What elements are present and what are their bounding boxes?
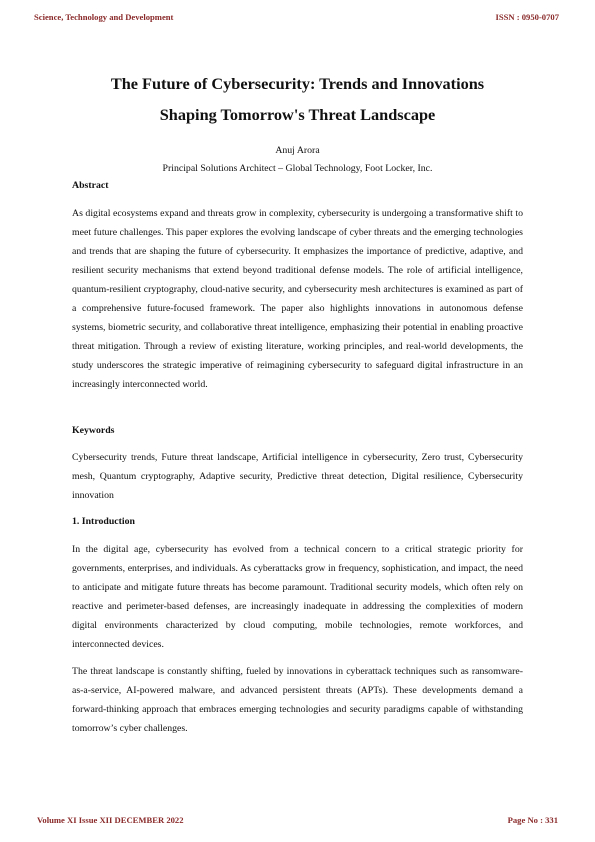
keywords-heading: Keywords: [72, 425, 115, 436]
introduction-paragraph-2: The threat landscape is constantly shifting, fueled by innovations in cyberattack techniques such as ransomware-as-a-service, AI-powered malware, and advanced persistent threats (APTs). These developments demand a forward-thinking approach that embraces emerging technologies and security paradigms capable of withstanding tomorrow’s cyber challenges.: [72, 666, 523, 734]
author-affiliation: Principal Solutions Architect – Global Technology, Foot Locker, Inc.: [162, 163, 433, 174]
keywords-text: Cybersecurity trends, Future threat landscape, Artificial intelligence in cybersecurity, Zero trust, Cybersecurity mesh, Quantum cryptography, Adaptive security, Predictive threat detection, Digital resilience, Cybersecurity innovation: [72, 452, 523, 501]
footer-page-number: Page No : 331: [507, 815, 558, 825]
abstract-text: As digital ecosystems expand and threats grow in complexity, cybersecurity is undergoing a transformative shift to meet future challenges. This paper explores the evolving landscape of cyber threats and the emerging technologies and trends that are shaping the future of cybersecurity. It emphasizes the importance of predictive, adaptive, and resilient security mechanisms that extend beyond traditional defense models. The role of artificial intelligence, quantum-resilient cryptography, cloud-native security, and cybersecurity mesh architectures is examined as part of a comprehensive future-focused framework. The paper also highlights innovations in autonomous defense systems, biometric security, and collaborative threat intelligence, emphasizing their potential in enabling proactive threat mitigation. Through a review of existing literature, working principles, and real-world developments, the study underscores the strategic imperative of reimagining cybersecurity to safeguard digital infrastructure in an increasingly interconnected world.: [72, 208, 523, 390]
paper-title-line-1: The Future of Cybersecurity: Trends and Innovations: [110, 74, 485, 93]
author-name: Anuj Arora: [275, 145, 320, 156]
introduction-heading: 1. Introduction: [72, 516, 135, 527]
paper-title-line-2: Shaping Tomorrow's Threat Landscape: [159, 105, 436, 124]
issn: ISSN : 0950-0707: [495, 12, 559, 22]
footer-volume: Volume XI Issue XII DECEMBER 2022: [37, 815, 184, 825]
introduction-paragraph-1: In the digital age, cybersecurity has evolved from a technical concern to a critical strategic priority for governments, enterprises, and individuals. As cyberattacks grow in frequency, sophistication, and impact, the need to anticipate and mitigate future threats has become paramount. Traditional security models, which often rely on reactive and perimeter-based defenses, are increasingly inadequate in addressing the complexities of modern digital environments characterized by cloud computing, mobile technologies, remote workforces, and interconnected devices.: [72, 544, 523, 650]
journal-name: Science, Technology and Development: [34, 12, 174, 22]
abstract-heading: Abstract: [72, 180, 109, 191]
